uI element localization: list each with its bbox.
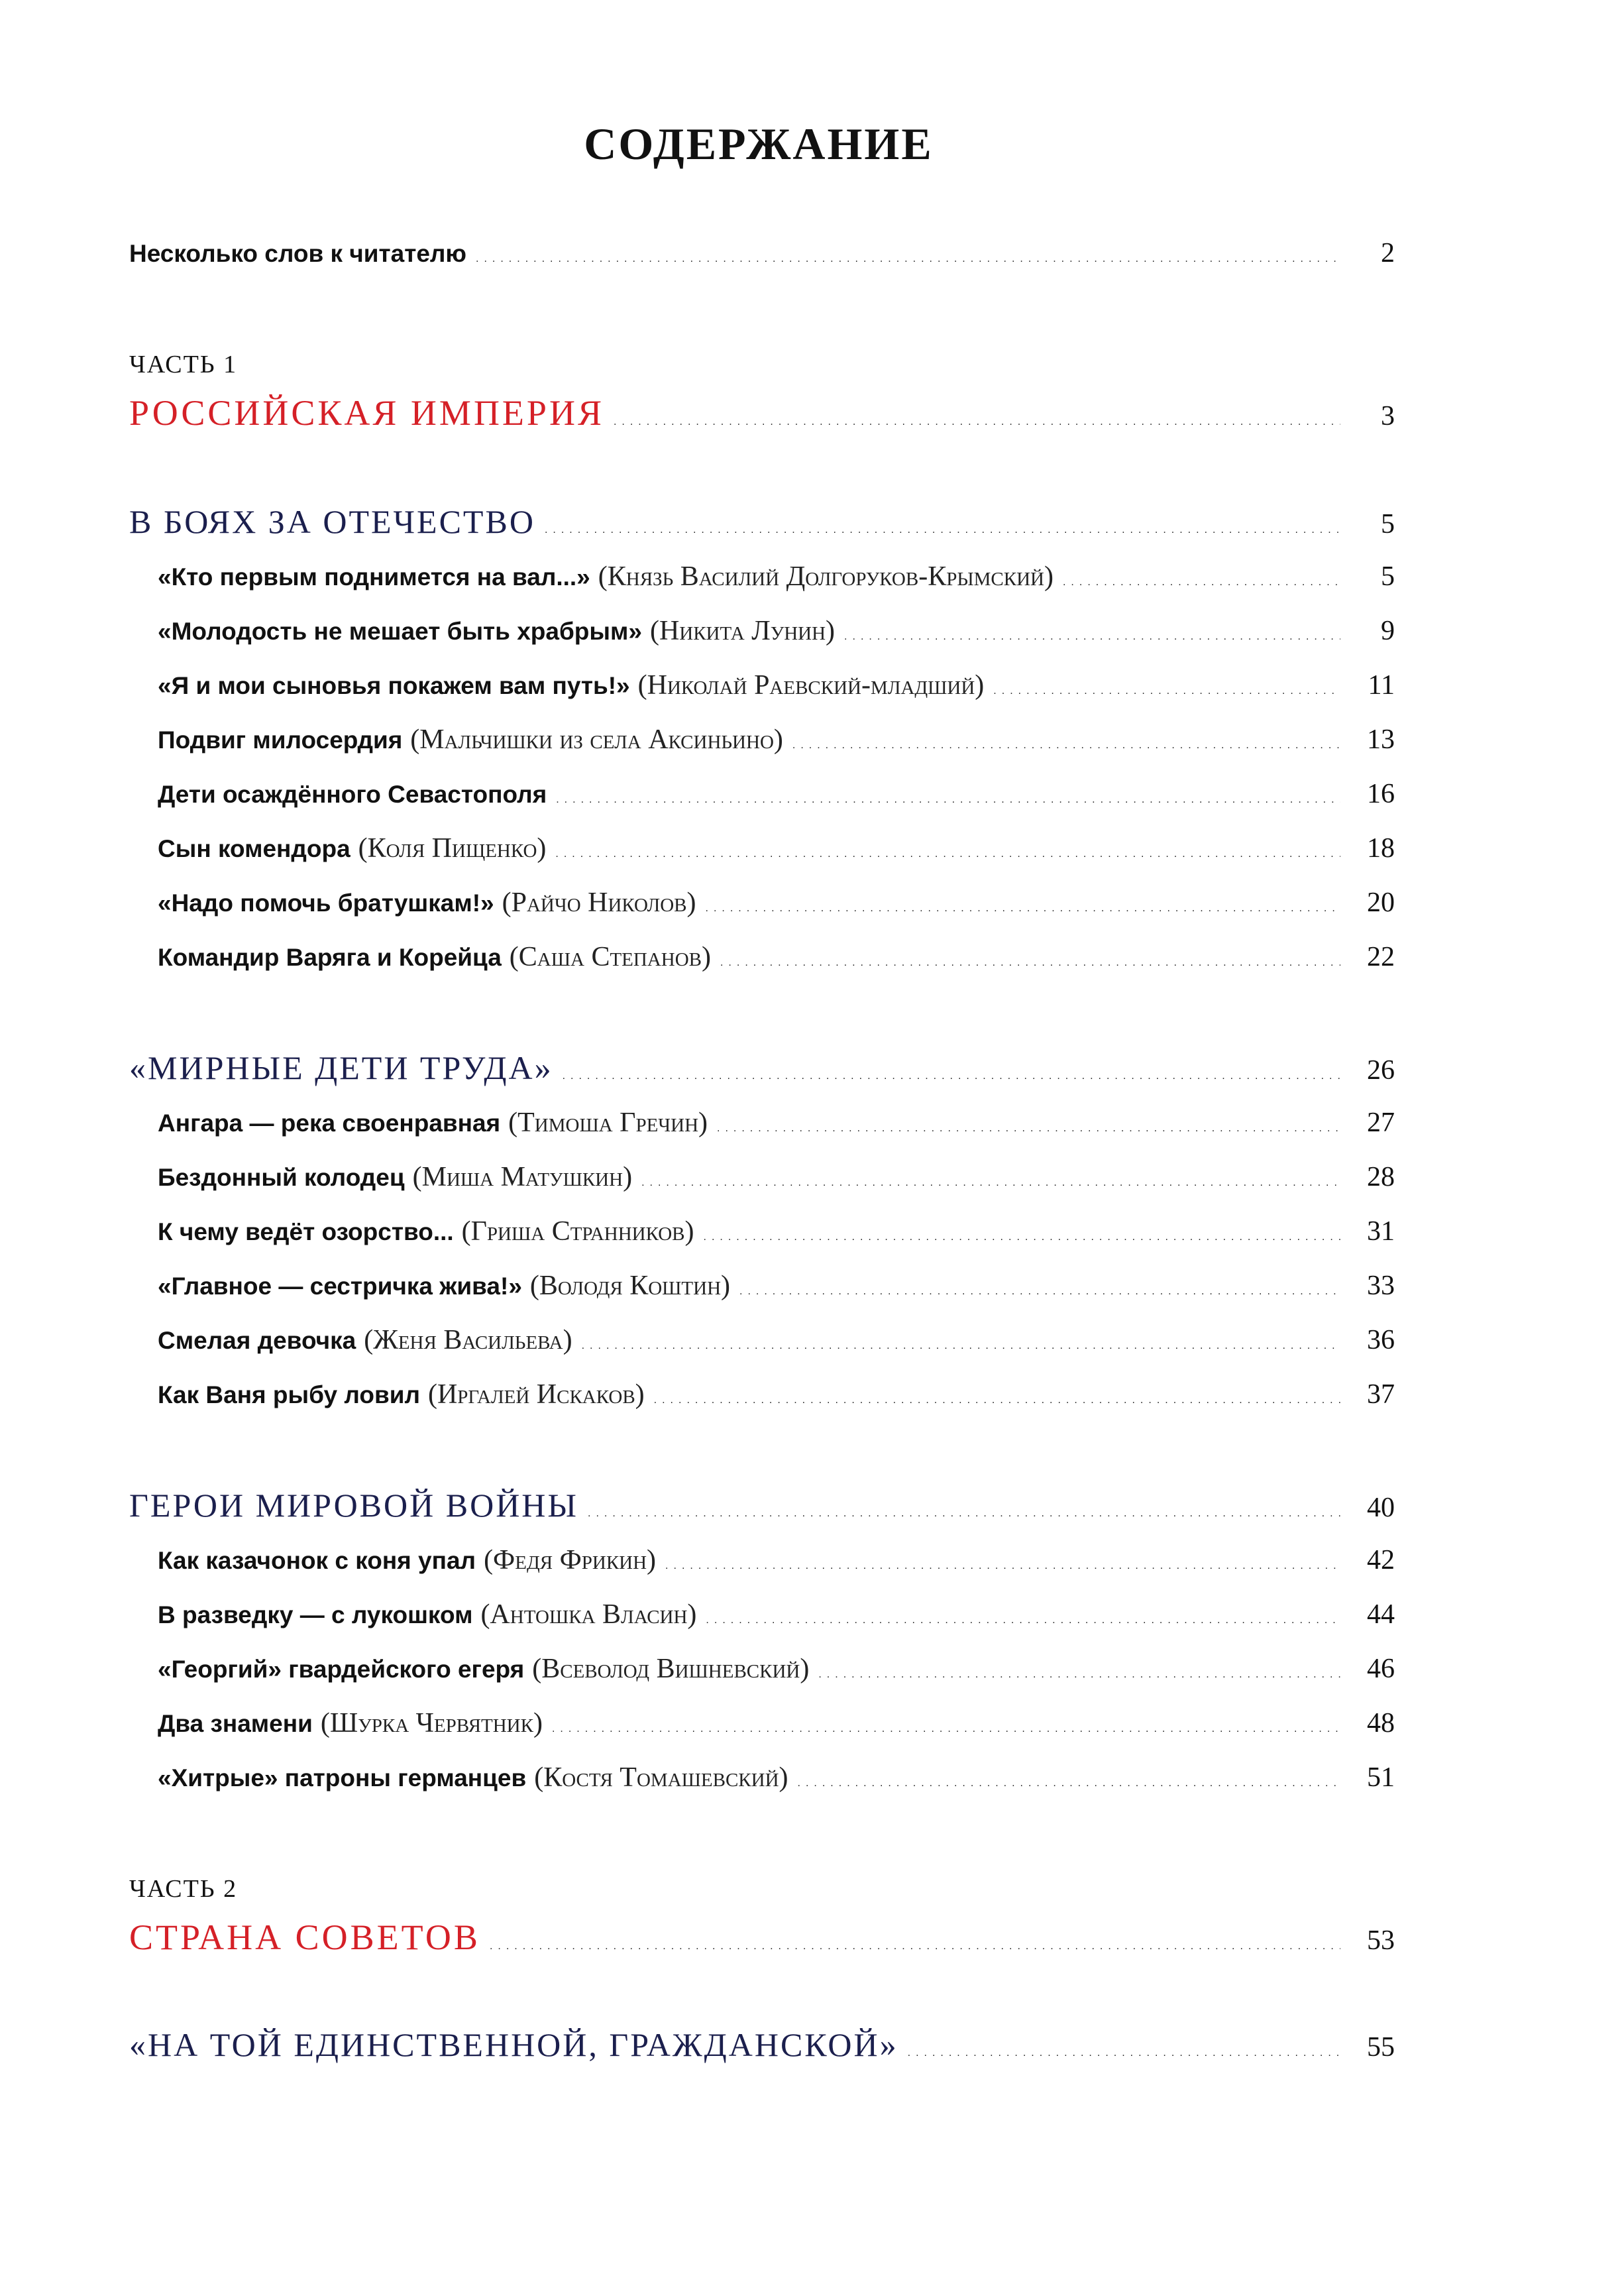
- leader-dots: [844, 631, 1340, 643]
- entry-person: (Николай Раевский-младший): [637, 670, 985, 701]
- leader-dots: [739, 1286, 1340, 1298]
- entry-person: (Тимоша Гречин): [508, 1108, 708, 1138]
- page-number: 27: [1367, 1108, 1395, 1138]
- toc-entry[interactable]: [158, 1107, 1395, 1139]
- toc-entry[interactable]: [158, 1599, 1395, 1630]
- entry-person: (Всеволод Вишневский): [532, 1654, 810, 1684]
- page-number: 33: [1367, 1271, 1395, 1301]
- leader-dots: [476, 253, 1340, 265]
- toc-entry[interactable]: [158, 561, 1395, 593]
- entry-title: «Кто первым поднимется на вал...»: [158, 563, 590, 591]
- toc-part-title[interactable]: [129, 392, 1395, 433]
- page-number: 46: [1367, 1654, 1395, 1684]
- entry-person: (Володя Коштин): [529, 1271, 730, 1301]
- leader-dots: [641, 1177, 1340, 1189]
- page-number: 16: [1367, 779, 1395, 809]
- page-number: 37: [1367, 1379, 1395, 1410]
- page-number: 31: [1367, 1216, 1395, 1247]
- toc-entry[interactable]: [158, 1161, 1395, 1193]
- toc-entry[interactable]: [158, 1653, 1395, 1685]
- leader-dots: [720, 957, 1340, 969]
- entry-title: «Я и мои сыновья покажем вам путь!»: [158, 672, 630, 699]
- toc-entry[interactable]: [158, 1270, 1395, 1302]
- leader-dots: [563, 1070, 1340, 1082]
- page-number: 2: [1381, 238, 1395, 268]
- page-number: 36: [1367, 1325, 1395, 1355]
- entry-person: (Костя Томашевский): [534, 1762, 788, 1793]
- page-number: 22: [1367, 942, 1395, 972]
- page-number: 3: [1381, 401, 1395, 431]
- entry-title: Ангара — река своенравная: [158, 1109, 501, 1137]
- leader-dots: [993, 685, 1340, 697]
- page-number: 44: [1367, 1599, 1395, 1630]
- toc-section-title[interactable]: [129, 1486, 1395, 1524]
- entry-person: (Райчо Николов): [502, 887, 696, 918]
- entry-title: «Молодость не мешает быть храбрым»: [158, 618, 642, 645]
- leader-dots: [552, 1723, 1340, 1735]
- entry-person: (Федя Фрикин): [484, 1545, 657, 1575]
- page-number: 48: [1367, 1708, 1395, 1738]
- leader-dots: [792, 740, 1340, 752]
- entry-title: Смелая девочка: [158, 1327, 356, 1354]
- entry-title: Бездонный колодец: [158, 1164, 405, 1191]
- toc-entry[interactable]: [158, 724, 1395, 756]
- part-label: ЧАСТЬ 1: [129, 351, 238, 378]
- leader-dots: [717, 1123, 1340, 1135]
- entry-title: Командир Варяга и Корейца: [158, 944, 502, 971]
- leader-dots: [818, 1669, 1340, 1681]
- leader-dots: [556, 794, 1340, 806]
- page-number: 5: [1381, 509, 1395, 540]
- toc-entry[interactable]: [158, 1707, 1395, 1739]
- toc-entry[interactable]: [158, 615, 1395, 647]
- page-number: 9: [1381, 616, 1395, 646]
- toc-entry[interactable]: [158, 1324, 1395, 1356]
- leader-dots: [1063, 577, 1340, 589]
- page-number: 55: [1367, 2032, 1395, 2063]
- page-number: 51: [1367, 1762, 1395, 1793]
- part-title: РОССИЙСКАЯ ИМПЕРИЯ: [129, 393, 604, 433]
- part-title: СТРАНА СОВЕТОВ: [129, 1917, 480, 1957]
- entry-title: Несколько слов к читателю: [129, 240, 467, 267]
- entry-person: (Антошка Власин): [480, 1599, 697, 1630]
- entry-title: «Главное — сестричка жива!»: [158, 1273, 522, 1300]
- toc-entry-intro[interactable]: [129, 237, 1395, 269]
- entry-title: «Георгий» гвардейского егеря: [158, 1656, 525, 1683]
- entry-person: (Никита Лунин): [649, 616, 836, 646]
- page-number: 13: [1367, 724, 1395, 755]
- entry-title: Подвиг милосердия: [158, 726, 403, 754]
- leader-dots: [555, 848, 1340, 860]
- page-number: 42: [1367, 1545, 1395, 1575]
- section-title: ГЕРОИ МИРОВОЙ ВОЙНЫ: [129, 1487, 579, 1524]
- toc-entry[interactable]: [158, 669, 1395, 701]
- toc-entry[interactable]: [158, 1216, 1395, 1247]
- toc-entry[interactable]: [158, 832, 1395, 864]
- entry-person: (Шурка Червятник): [320, 1708, 543, 1738]
- entry-person: (Саша Степанов): [509, 942, 711, 972]
- toc-entry[interactable]: [158, 1544, 1395, 1576]
- entry-person: (Князь Василий Долгоруков-Крымский): [598, 561, 1054, 592]
- entry-title: В разведку — с лукошком: [158, 1601, 473, 1628]
- entry-person: (Гриша Странников): [461, 1216, 694, 1247]
- leader-dots: [582, 1340, 1340, 1352]
- section-title: «МИРНЫЕ ДЕТИ ТРУДА»: [129, 1049, 553, 1086]
- leader-dots: [588, 1508, 1340, 1520]
- entry-title: Два знамени: [158, 1710, 313, 1737]
- page-number: 26: [1367, 1055, 1395, 1086]
- section-title: В БОЯХ ЗА ОТЕЧЕСТВО: [129, 503, 535, 540]
- entry-person: (Миша Матушкин): [412, 1162, 633, 1192]
- entry-title: Сын комендора: [158, 835, 351, 862]
- page-number: 11: [1368, 670, 1395, 701]
- page-number: 40: [1367, 1493, 1395, 1523]
- leader-dots: [665, 1560, 1340, 1572]
- entry-title: «Надо помочь братушкам!»: [158, 889, 494, 917]
- toc-section-title[interactable]: [129, 2025, 1395, 2064]
- toc-entry[interactable]: [158, 1762, 1395, 1793]
- page-number: 20: [1367, 887, 1395, 918]
- entry-person: (Коля Пищенко): [358, 833, 547, 864]
- toc-entry[interactable]: [158, 941, 1395, 973]
- entry-title: Как Ваня рыбу ловил: [158, 1381, 420, 1408]
- toc-part-title[interactable]: [129, 1917, 1395, 1958]
- part-label: ЧАСТЬ 2: [129, 1875, 238, 1903]
- page-title: СОДЕРЖАНИЕ: [584, 119, 934, 169]
- entry-title: Как казачонок с коня упал: [158, 1547, 476, 1574]
- leader-dots: [706, 903, 1341, 915]
- leader-dots: [614, 416, 1340, 428]
- entry-person: (Мальчишки из села Аксиньино): [410, 724, 783, 755]
- toc-entry[interactable]: [158, 887, 1395, 919]
- toc-entry[interactable]: [158, 778, 1395, 810]
- page-number: 53: [1367, 1925, 1395, 1956]
- leader-dots: [654, 1394, 1340, 1406]
- toc-section-title[interactable]: [129, 1049, 1395, 1087]
- toc-section-title[interactable]: [129, 502, 1395, 541]
- entry-person: (Иргалей Искаков): [427, 1379, 645, 1410]
- leader-dots: [704, 1231, 1340, 1243]
- page-number: 18: [1367, 833, 1395, 864]
- entry-title: К чему ведёт озорство...: [158, 1218, 454, 1245]
- entry-title: Дети осаждённого Севастополя: [158, 781, 547, 808]
- toc-entry[interactable]: [158, 1379, 1395, 1410]
- entry-person: (Женя Васильева): [364, 1325, 572, 1355]
- entry-title: «Хитрые» патроны германцев: [158, 1764, 527, 1791]
- section-title: «НА ТОЙ ЕДИНСТВЕННОЙ, ГРАЖДАНСКОЙ»: [129, 2026, 898, 2063]
- leader-dots: [908, 2047, 1340, 2059]
- leader-dots: [545, 524, 1340, 536]
- leader-dots: [490, 1941, 1340, 1953]
- leader-dots: [798, 1778, 1340, 1789]
- page-number: 28: [1367, 1162, 1395, 1192]
- page-number: 5: [1381, 561, 1395, 592]
- leader-dots: [706, 1615, 1340, 1626]
